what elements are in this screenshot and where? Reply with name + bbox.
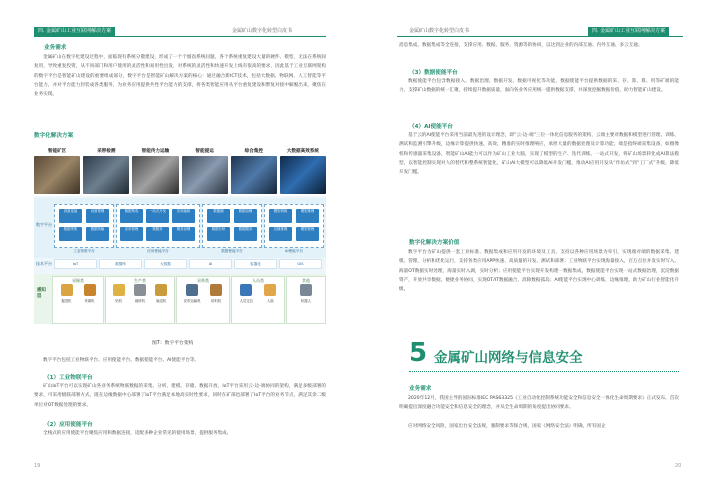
sense-group-title: 人员类: [252, 278, 264, 283]
group-app: [116, 204, 200, 253]
heading-value: 数字化解决方案价值: [409, 240, 460, 246]
heading-app: （2）应用使能平台: [44, 422, 93, 428]
architecture-diagram: [34, 196, 326, 324]
diagram-box: 应用管理: [120, 227, 143, 241]
heading-requirement: 业务需求: [44, 45, 67, 51]
chapter-badge: 四. 金属矿山工业互联网解决方案: [588, 27, 669, 36]
section-title: 金属矿山网络与信息安全: [434, 350, 583, 366]
mine-photo: [231, 156, 277, 194]
sense-item: [84, 284, 96, 303]
heading-ai: （4）AI使能平台: [409, 124, 453, 130]
diagram-box: 数据采集: [59, 227, 82, 241]
mine-photo: [280, 156, 326, 194]
photo-label: 大数据高效系统: [286, 149, 320, 154]
heading-iot: （1）工业物联平台: [44, 375, 93, 381]
diagram-box: 模型推理: [296, 209, 319, 223]
sense-item-label: 采煤机: [84, 299, 95, 303]
sense-item-label: 人脸: [267, 299, 274, 303]
running-title: 金属矿山数字化转型白皮书: [409, 28, 470, 34]
machine-icon: [84, 284, 96, 296]
heading-requirement-2: 业务需求: [409, 386, 432, 392]
sense-item-label: 掘进机: [61, 299, 72, 303]
photo-tile: [83, 148, 129, 194]
person-icon: [240, 284, 252, 296]
sense-item: [264, 284, 276, 303]
figure-photo-strip: [34, 148, 326, 194]
photo-tile: [132, 148, 178, 194]
photo-label: 采带检测: [97, 149, 116, 154]
sense-item: [134, 284, 146, 303]
diagram-box: 一站式开发: [146, 209, 169, 223]
machine-icon: [134, 284, 146, 296]
paragraph-app: 全栈式的应用使能平台聚焦应用和数据连接，适配多种企业常见的使用场景，提供服务集成、: [43, 431, 232, 436]
diagram-box: 服务治理: [172, 227, 195, 241]
sense-group: [286, 276, 326, 324]
sense-group: [52, 276, 104, 324]
paragraph-continued: 消息集成、数据集成等全连接，支撑应用、数据、服务、资源等的协同，以达到企业的内部互通、内外互通、多云互通。: [399, 43, 643, 48]
group-name: AI使能平台: [285, 249, 303, 253]
robot-icon: [300, 284, 312, 296]
group-name: 数据使能平台: [221, 249, 243, 253]
sense-item: [61, 284, 73, 303]
tech-item: 大数据: [144, 259, 187, 269]
tech-item: AI: [189, 259, 232, 269]
sense-item-label: 给料机: [211, 299, 222, 303]
diagram-box: 数据集成: [120, 209, 143, 223]
section-number: 5: [409, 338, 428, 368]
sense-item-label: 输送机: [156, 299, 167, 303]
tech-label: 技术平台: [36, 261, 52, 266]
paragraph-requirement: 金属矿山在数字化建设过程中，面临现有系统分散建设，形成了一个个烟囱系统问题，各个系统重复建设大量的硬件、模型，无法在系统间复用，导致重复投资，从不同部门和用户使用的灵活性和易用性出发，对系统的灵活性和快速开发上线有很高的要求，因此基于工业互联网架构的数字平台是智能矿山建设的重要组成部分，数字平台是智能矿山解决方案的核心：通过融合新ICT技术，包括大数据、物联网、人工智能等平台能力，并对平台能力封装成各类服务，为业务应用提供共性平台能力的支撑，将各类智能应用从平台重复建设和繁复对接中解脱出来，聚焦在业务实现。: [34, 55, 326, 98]
mine-photo: [34, 156, 80, 194]
sense-group-title: 其他: [302, 278, 310, 283]
heading-data: （3）数据使能平台: [409, 70, 458, 76]
header-rule: [397, 36, 683, 37]
sense-group: [176, 276, 230, 324]
header-rule: [34, 36, 326, 37]
paragraph-platform-intro: 数字平台包括工业物联平台、应用使能平台、数据使能平台、AI使能平台等。: [43, 358, 200, 363]
group-iot: [54, 204, 114, 253]
machine-icon: [113, 284, 125, 296]
tech-row: [54, 259, 322, 269]
photo-tile: [182, 148, 228, 194]
chapter-badge: 四. 金属矿山工业互联网解决方案: [34, 27, 115, 36]
sense-group-title: 采掘类: [72, 278, 84, 283]
diagram-box: 模型管理: [296, 227, 319, 241]
diagram-box: 数据湖: [207, 209, 230, 223]
sense-item-label: 机器人: [300, 299, 312, 303]
diagram-box: 数据传输: [86, 227, 109, 241]
page-number: 20: [675, 463, 682, 469]
sense-item: [184, 284, 201, 303]
page-number: 19: [34, 463, 41, 469]
machine-icon: [155, 284, 167, 296]
sense-group: [105, 276, 175, 324]
sense-item: [300, 284, 312, 303]
group-name: 应用使能平台: [147, 249, 169, 253]
sense-item-label: 皮带运输机: [183, 299, 201, 303]
photo-tile: [280, 148, 326, 194]
photo-label: 智能矿区: [47, 149, 67, 154]
group-name: 工业物联平台: [73, 249, 95, 253]
paragraph-iot: 矿山IoT平台可以实现矿山各业务系统物联数据的采集、分析、建模、存储、数据开放，IoT平台采用云-边-端协同的架构，满足多级部署的要求，可采用级联部署方式，既在边缘数据中心部署了IoT平台满足本地高实时性要求，同时在矿部也部署了IoT平台的业务节点，满足其余二级单位对OT数据处理的要求。: [34, 384, 326, 408]
paragraph-ai: 基于云的AI使能平台采用当前最先进的设计理念，即“云-边-端”三位一体化信息服务的架构，云端主要对数据和模型进行管理、训练、测试和监测引擎升级，边缘计算提供快速、高效、精准的实时推理响应，承担大量的数据处理及计算功能；端是指终端采集设备，如摄像机和传感器采集设备，智能矿山AI能力可以作为矿山工业大脑，实现了模型的生产、迭代训练、一站式开发，将矿山场景转化成AI算法模型，以智能控制实现对人的替代和整系统智能化，矿山AI大模型可以降低AI开发门槛，推动AI应用开发从“作坊式”到“工厂式”升级，降低开发门槛。: [399, 133, 679, 176]
sense-item: [155, 284, 167, 303]
paragraph-requirement-3: 应对网络安全风险，国家出台安全法规，强制要求等保合规，国家《网络安全法》明确，所有国企: [408, 424, 606, 429]
machine-icon: [61, 284, 73, 296]
group-data: [202, 204, 262, 253]
photo-label: 综合集控: [244, 149, 263, 154]
diagram-box: 微服务: [146, 227, 169, 241]
tech-item: GIS: [279, 259, 322, 269]
machine-icon: [186, 284, 198, 296]
tech-item: IoT: [54, 259, 97, 269]
paragraph-value: 数字平台为矿山提供一套工业标准、数据集成和应用开发的环境及工具，支持以各种应用场景为牵引，实现端对端的数据采集、建模、管理，分析和优化运行，支持各类应用APP快速、高质量的开发、测试和部署；工业物联平台实现海量接入，百万点位并发实时写入，海量OT数据实时处理，海量实时入湖，实时分析；应用使能平台实现开发构建一数据集成，数据使能平台实现一站式数据治理，沉淀数据资产，开放共享数据，便捷业务协同，实现OT/IT数据融合，消除数据孤岛；AI使能平台实现中心训练，边缘推理，助力矿山行业智能化升级。: [399, 250, 679, 293]
photo-tile: [34, 148, 80, 194]
diagram-box: 数据分析: [207, 227, 230, 241]
diagram-box: 数据治理: [234, 209, 257, 223]
sense-group-title: 生产类: [134, 278, 146, 283]
diagram-box: 模型训练: [269, 209, 292, 223]
diagram-box: 数据服务: [234, 227, 257, 241]
diagram-box: 边缘推理: [269, 227, 292, 241]
photo-tile: [231, 148, 277, 194]
sense-item-label: 钻机: [115, 299, 123, 303]
tech-item: 容器化: [234, 259, 277, 269]
diagram-box: 应用编排: [172, 209, 195, 223]
sense-item-label: 破碎机: [134, 299, 146, 303]
paragraph-requirement-2: 2020年12月，我国主导的国际标准IEC PAS63325《工业自动化控制系统功能安全和信息安全一体化生命周期要求》正式发布，首次明确提出深度融合功能安全和信息安全的理念，并从全生命周期的角度提出协同要求。: [399, 396, 679, 411]
tech-item: 数据库: [99, 259, 142, 269]
heading-solution: 数字化解决方案: [34, 133, 74, 139]
person-icon: [264, 284, 276, 296]
photo-label: 智能传力运输: [141, 149, 170, 154]
mine-photo: [83, 156, 129, 194]
diagram-box: 设备连接: [59, 209, 82, 223]
running-title: 金属矿山数字化转型白皮书: [232, 28, 293, 34]
sense-item: [113, 284, 125, 303]
paragraph-data: 数据使能平台包含数据接入、数据治理、数据开发、数据可视化等功能，数据使能平台提供数据的采、存、算、算、用等矿端的能力，支撑矿山数据的统一汇聚，持续提升数据质量，面向各业务应用统一提供数据支撑，并深度挖掘数据价值，助力智能矿山建设。: [399, 79, 679, 94]
sensing-label: 感知层: [37, 288, 46, 299]
photo-label: 智能提运: [195, 149, 214, 154]
sense-group-title: 采带类: [197, 278, 209, 283]
platform-label: 数字平台: [36, 222, 52, 227]
sense-item: [240, 284, 254, 303]
mine-photo: [132, 156, 178, 194]
sense-group: [231, 276, 285, 324]
sensing-layer: [34, 274, 326, 324]
machine-icon: [210, 284, 222, 296]
sense-item-label: 人员定位: [239, 299, 254, 303]
figure-caption: 图7：数字平台架构: [152, 341, 194, 346]
sense-item: [210, 284, 222, 303]
diagram-box: 设备管理: [86, 209, 109, 223]
group-ai: [264, 204, 324, 253]
section-rule: [409, 371, 679, 372]
mine-photo: [182, 156, 228, 194]
